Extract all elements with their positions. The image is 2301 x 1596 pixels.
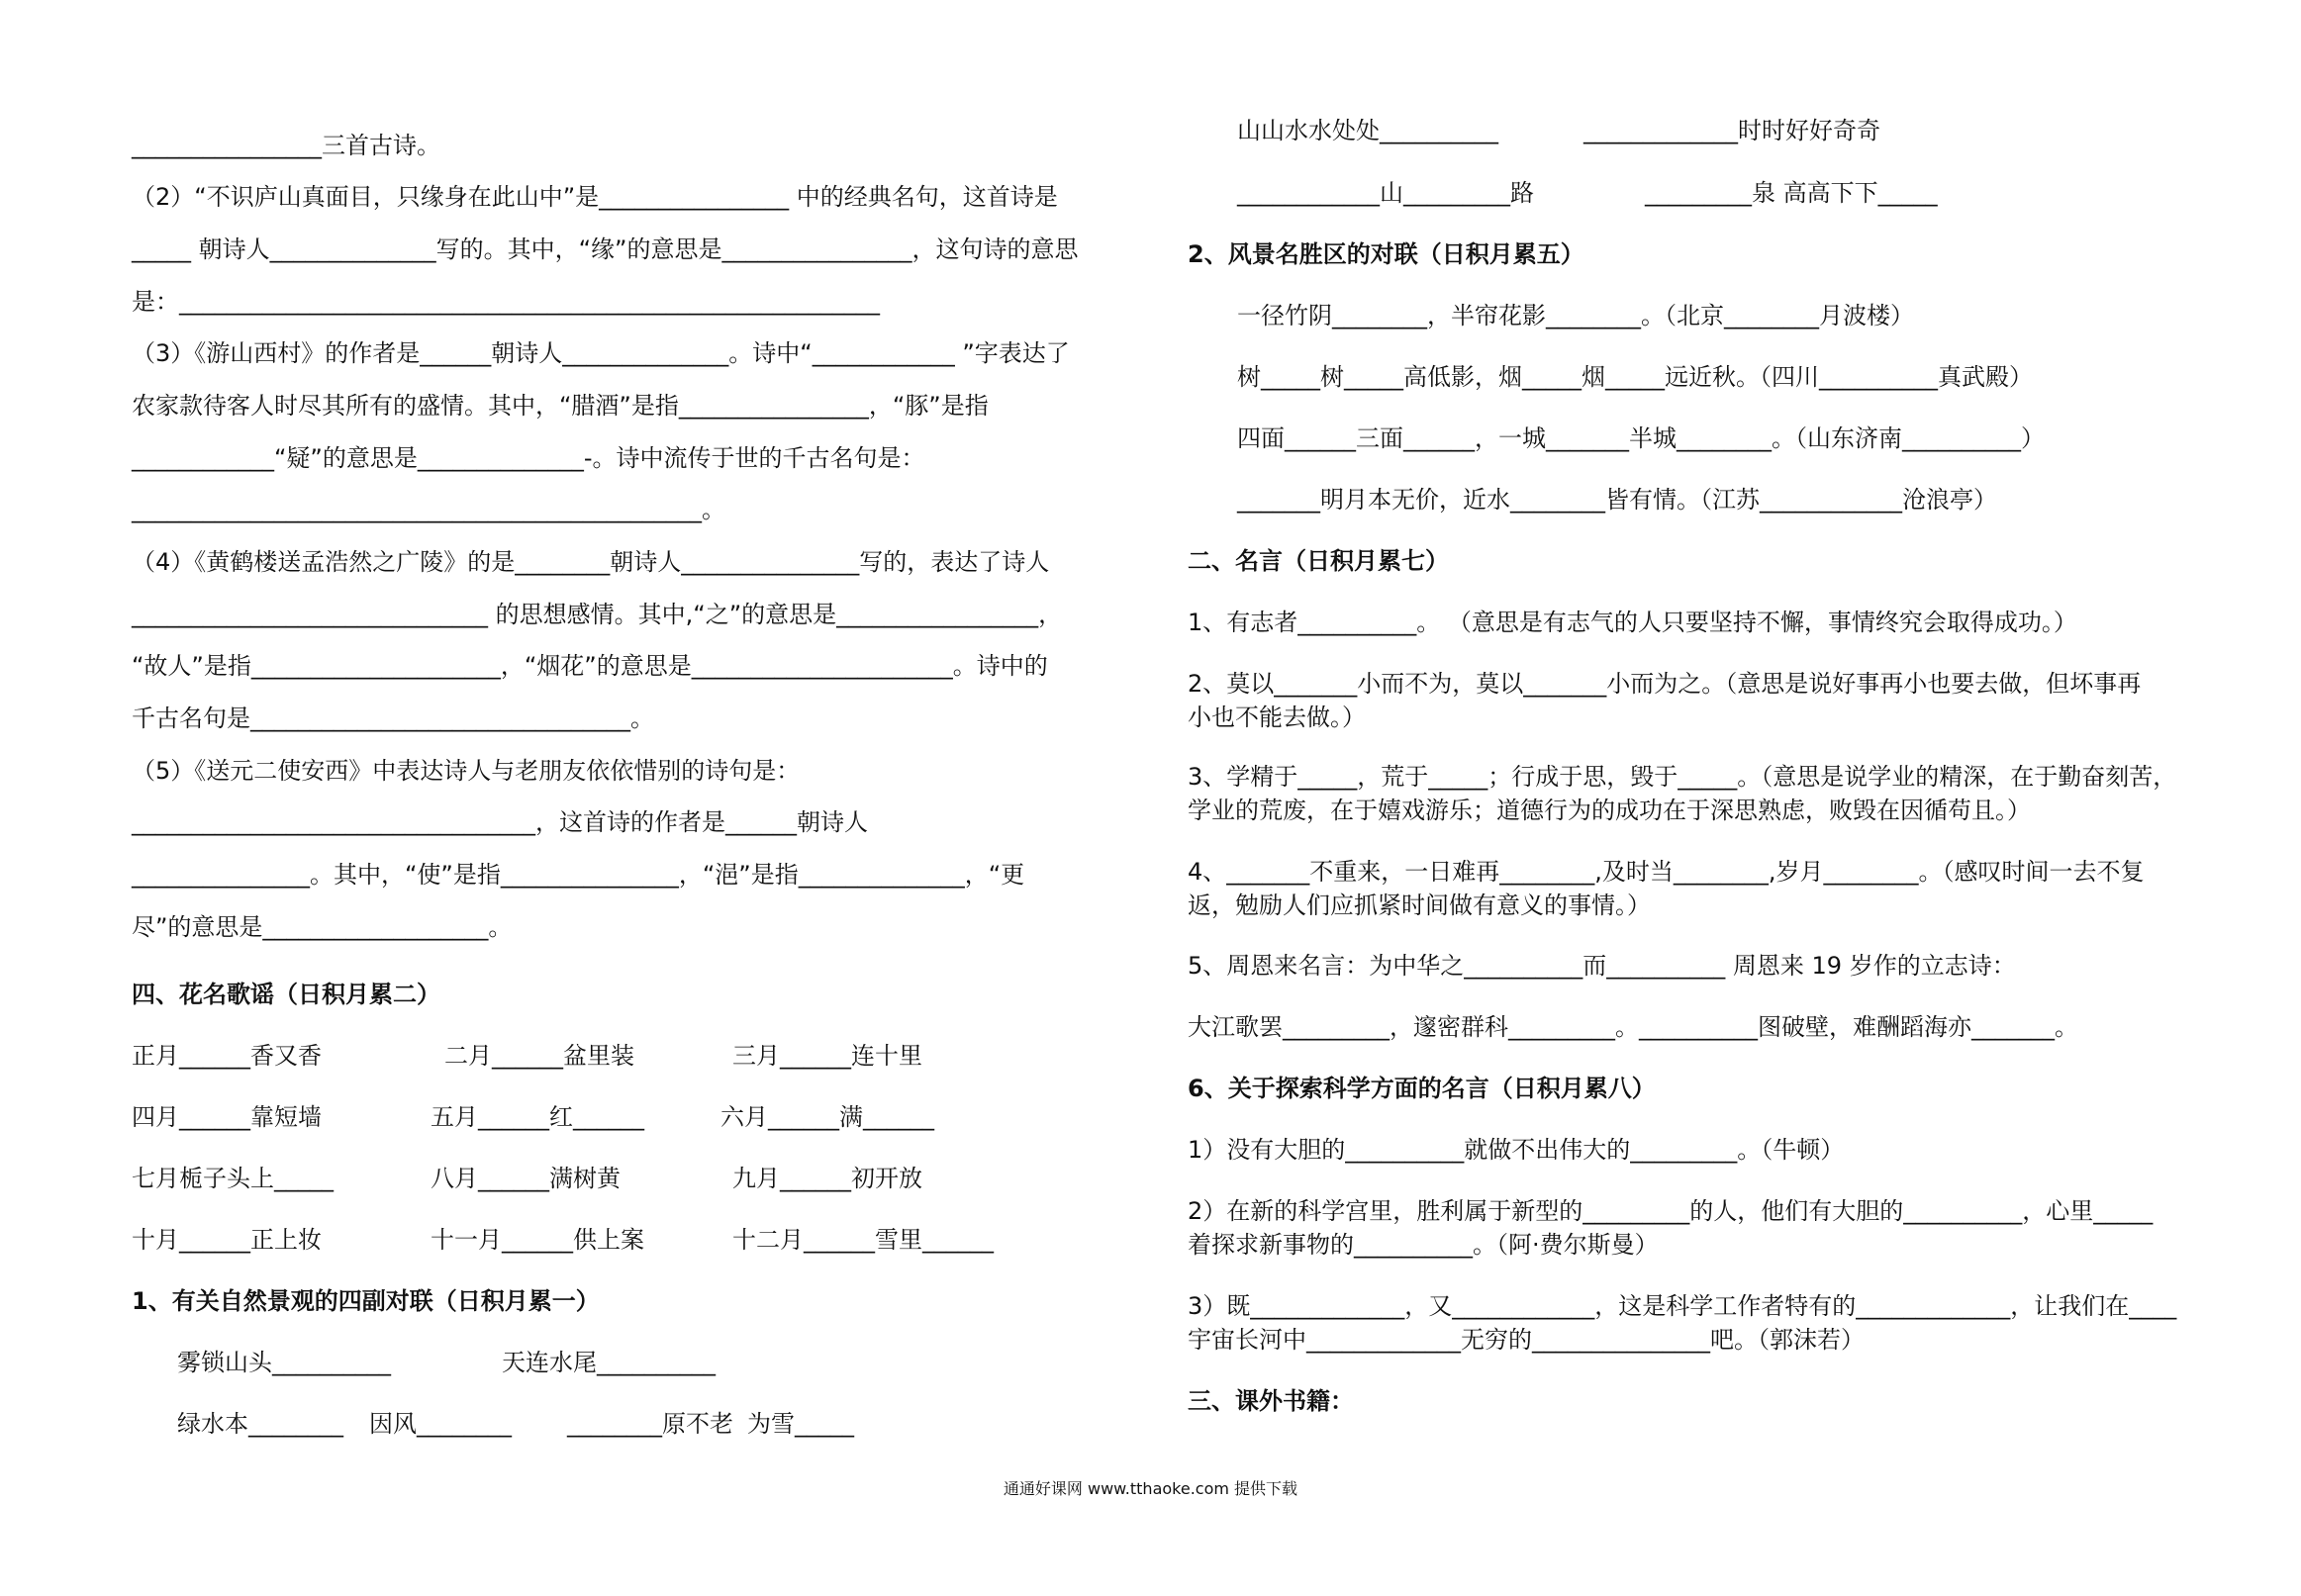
- flower-item: 七月栀子头上_____: [132, 1165, 334, 1192]
- motto-line: 返，勉励人们应抓紧时间做有意义的事情。）: [1188, 892, 1651, 919]
- couplet-item: ________原不老: [567, 1410, 733, 1438]
- flower-item: 十一月______供上案: [431, 1226, 644, 1254]
- text-line: _____ 朝诗人______________写的。其中，“缘”的意思是________________，这句诗的意思: [132, 235, 1079, 263]
- flower-item: 十二月______雪里______: [732, 1226, 994, 1254]
- motto-line: 5、周恩来名言：为中华之__________而__________ 周恩来 19 岁作的立志诗：: [1188, 952, 2016, 980]
- section-heading: 2、风景名胜区的对联（日积月累五）: [1188, 240, 1584, 268]
- scenic-line: 一径竹阴________，半帘花影________。（北京________月波楼）: [1237, 302, 1914, 329]
- flower-item: 十月______正上妆: [132, 1226, 322, 1254]
- scenic-line: 四面______三面______，一城_______半城________。（山东济南__________）: [1237, 424, 2045, 452]
- text-line: （4）《黄鹤楼送孟浩然之广陵》的是________朝诗人_______________写的，表达了诗人: [132, 548, 1050, 576]
- text-line: 是：___________________________________________________________: [132, 288, 880, 316]
- section-heading: 四、花名歌谣（日积月累二）: [132, 981, 440, 1008]
- couplet-item: 为雪_____: [747, 1410, 854, 1438]
- scenic-line: 树_____树_____高低影，烟_____烟_____远近秋。（四川__________真武殿）: [1237, 363, 2033, 391]
- couplet-item: 山山水水处处__________: [1237, 117, 1498, 144]
- science-line: 着探求新事物的__________。（阿·费尔斯曼）: [1188, 1231, 1659, 1259]
- flower-item: 九月______初开放: [732, 1165, 922, 1192]
- text-line: “故人”是指_____________________，“烟花”的意思是______________________。诗中的: [132, 652, 1048, 680]
- couplet-item: 因风________: [369, 1410, 512, 1438]
- flower-item: 六月______满______: [720, 1103, 934, 1131]
- motto-line: 2、莫以_______小而不为，莫以_______小而为之。（意思是说好事再小也要去做，但坏事再: [1188, 670, 2142, 698]
- motto-line: 1、有志者__________。 （意思是有志气的人只要坚持不懈，事情终究会取得成功。）: [1188, 609, 2077, 636]
- text-line: 千古名句是________________________________。: [132, 704, 654, 732]
- scenic-line: _______明月本无价，近水________皆有情。（江苏____________沧浪亭）: [1237, 486, 1997, 514]
- motto-line: 学业的荒废，在于嬉戏游乐；道德行为的成功在于深思熟虑，败毁在因循苟且。）: [1188, 797, 2031, 824]
- motto-line: 4、_______不重来，一日难再________,及时当________,岁月________。（感叹时间一去不复: [1188, 858, 2145, 886]
- text-line: ____________“疑”的意思是______________-。诗中流传于世的千古名句是：: [132, 444, 925, 472]
- flower-item: 三月______连十里: [732, 1042, 922, 1070]
- flower-item: 八月______满树黄: [431, 1165, 621, 1192]
- text-line: （3）《游山西村》的作者是______朝诗人______________。诗中“____________ ”字表达了: [132, 339, 1070, 367]
- couplet-item: _____________时时好好奇奇: [1583, 117, 1880, 144]
- couplet-item: 雾锁山头__________: [177, 1349, 391, 1376]
- couplet-item: _________泉 高高下下_____: [1645, 179, 1938, 207]
- flower-item: 五月______红______: [431, 1103, 644, 1131]
- motto-line: 3、学精于_____，荒于_____；行成于思，毁于_____。（意思是说学业的精深，在于勤奋刻苦，: [1188, 763, 2177, 791]
- section-heading: 三、课外书籍：: [1188, 1387, 1354, 1415]
- couplet-item: 天连水尾__________: [502, 1349, 716, 1376]
- text-line: ______________________________ 的思想感情。其中,“之”的意思是_________________，: [132, 601, 1063, 628]
- section-heading: 6、关于探索科学方面的名言（日积月累八）: [1188, 1075, 1656, 1102]
- motto-line: 小也不能去做。）: [1188, 704, 1366, 731]
- text-line: （5）《送元二使安西》中表达诗人与老朋友依依惜别的诗句是：: [132, 757, 801, 785]
- text-line: __________________________________，这首诗的作者是______朝诗人: [132, 808, 868, 836]
- science-line: 3）既_____________，又____________，这是科学工作者特有的_____________，让我们在____: [1188, 1292, 2177, 1320]
- text-line: 农家款待客人时尽其所有的盛情。其中，“腊酒”是指________________，“豚”是指: [132, 392, 989, 420]
- couplet-item: 绿水本________: [177, 1410, 343, 1438]
- flower-item: 四月______靠短墙: [132, 1103, 322, 1131]
- science-line: 1）没有大胆的__________就做不出伟大的_________。（牛顿）: [1188, 1136, 1845, 1164]
- text-line: 尽”的意思是___________________。: [132, 913, 513, 941]
- science-line: 宇宙长河中_____________无穷的_______________吧。（郭沫若）: [1188, 1326, 1865, 1354]
- science-line: 2）在新的科学宫里，胜利属于新型的_________的人，他们有大胆的__________，心里_____: [1188, 1197, 2154, 1225]
- text-line: ________________________________________________。: [132, 496, 725, 523]
- flower-item: 二月______盆里装: [444, 1042, 634, 1070]
- text-line: _______________。其中，“使”是指_______________，“浥”是指______________，“更: [132, 861, 1025, 889]
- motto-line: 大江歌罢_________，邃密群科_________。__________图破壁，难酬蹈海亦_______。: [1188, 1013, 2078, 1041]
- couplet-item: ____________山_________路: [1237, 179, 1534, 207]
- text-line: ________________三首古诗。: [132, 132, 440, 159]
- section-heading: 1、有关自然景观的四副对联（日积月累一）: [132, 1287, 600, 1315]
- flower-item: 正月______香又香: [132, 1042, 322, 1070]
- section-heading: 二、名言（日积月累七）: [1188, 547, 1449, 575]
- page-footer: 通通好课网 www.tthaoke.com 提供下载: [1003, 1479, 1298, 1498]
- text-line: （2）“不识庐山真面目，只缘身在此山中”是________________ 中的经典名句，这首诗是: [132, 183, 1058, 211]
